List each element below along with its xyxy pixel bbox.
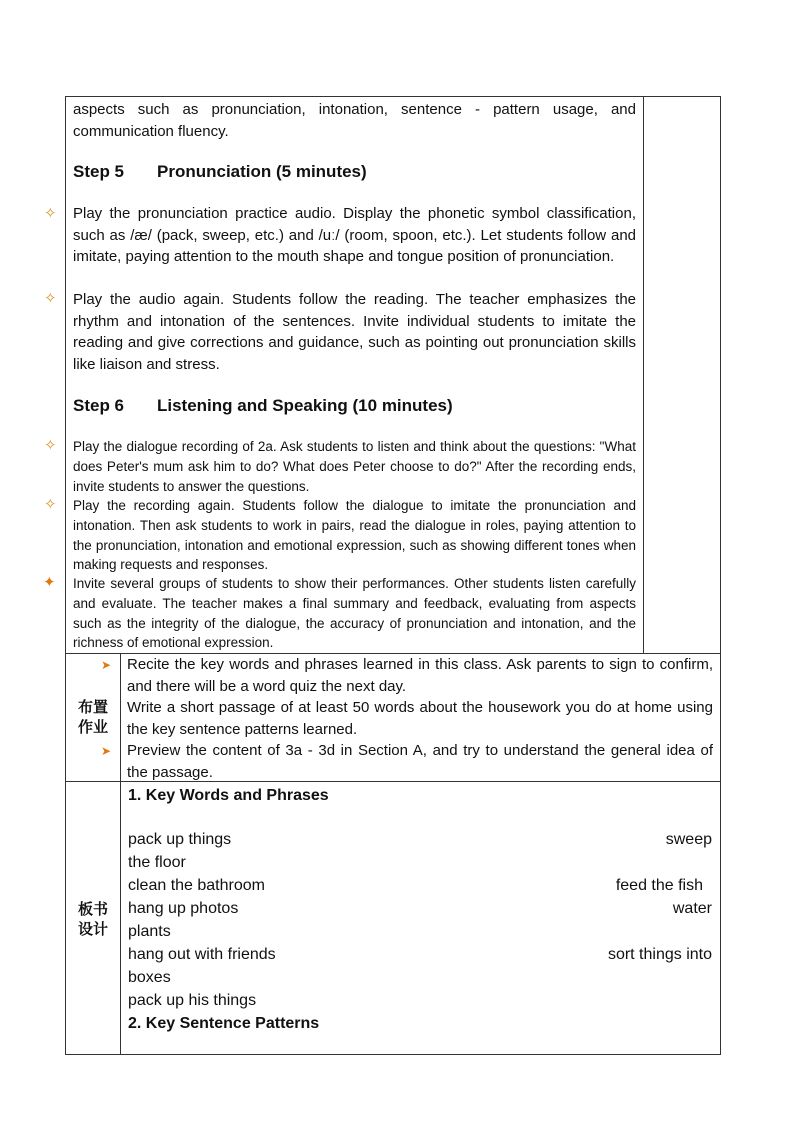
phrase-left: clean the bathroom (128, 877, 265, 894)
phrase-left: pack up things (128, 831, 232, 848)
board-label-line2: 设计 (77, 921, 108, 938)
homework-item-2: Write a short passage of at least 50 words about the housework you do at home using the key sentence patterns learned. (127, 699, 713, 738)
phrase-left: plants (128, 923, 171, 940)
table-right-border (720, 96, 721, 1055)
step-title: Pronunciation (5 minutes) (157, 162, 367, 181)
four-point-star-icon: ✧ (44, 290, 57, 307)
key-sentences-heading: 2. Key Sentence Patterns (128, 1015, 320, 1032)
four-point-star-icon: ✧ (44, 437, 57, 454)
key-words-heading: 1. Key Words and Phrases (128, 787, 329, 804)
right-arrowhead-icon: ➤ (101, 658, 112, 672)
step-number: Step 5 (73, 162, 125, 181)
table-left-border (65, 96, 66, 1055)
column-divider-label (120, 653, 121, 1055)
phrase-right: water (672, 900, 712, 917)
phrase-left: boxes (128, 969, 171, 986)
homework-label (69, 698, 117, 738)
column-divider-main (643, 96, 644, 653)
table-bottom-border (65, 1054, 721, 1055)
phrase-left: the floor (128, 854, 186, 871)
homework-label-line1: 布置 (77, 699, 108, 716)
step5-bullet-2: Play the audio again. Students follow the reading. The teacher emphasizes the rhythm and intonation of the sentences. Invite individual students to imitate the reading and give corrections and guidance, such as pointing out pronunciation skills like liaison and stress. (73, 291, 636, 373)
homework-label-line2: 作业 (77, 719, 108, 736)
four-point-star-icon: ✧ (44, 496, 57, 513)
step6-bullet-1: Play the dialogue recording of 2a. Ask students to listen and think about the questions: "What does Peter's mum ask him to do? What does Peter choose to do?" After the recording ends, invite students to answer the questions. (73, 439, 636, 494)
phrase-left: hang out with friends (128, 946, 276, 963)
step5-heading (73, 161, 367, 183)
phrase-left: hang up photos (128, 900, 239, 917)
phrase-right: sweep (665, 831, 712, 848)
step5-bullet-1: Play the pronunciation practice audio. Display the phonetic symbol classification, such as /æ/ (pack, sweep, etc.) and /uː/ (room, spoon, etc.). Let students follow and imitate, paying attention to the mouth shape and tongue position of pronunciation. (73, 205, 636, 265)
four-point-star-icon: ✧ (44, 205, 57, 222)
step6-bullet-2: Play the recording again. Students follow the dialogue to imitate the pronunciation and intonation. Then ask students to work in pairs, read the dialogue in roles, paying attention to the pronunciation, intonation and emotional expression, such as showing different tones when making requests and responses. (73, 498, 636, 573)
four-point-star-icon: ✦ (43, 574, 56, 591)
homework-item-3: Preview the content of 3a - 3d in Section A, and try to understand the general idea of the passage. (127, 742, 713, 781)
step6-heading (73, 395, 453, 417)
board-label-line1: 板书 (77, 901, 108, 918)
homework-item-1: Recite the key words and phrases learned in this class. Ask parents to sign to confirm, and there will be a word quiz the next day. (127, 656, 713, 695)
right-arrowhead-icon: ➤ (101, 744, 112, 758)
phrase-right: sort things into (607, 946, 712, 963)
phrase-right: feed the fish (615, 877, 703, 894)
step-number: Step 6 (73, 396, 125, 415)
board-label (69, 900, 117, 940)
continuation-paragraph: aspects such as pronunciation, intonation, sentence - pattern usage, and communication fluency. (73, 101, 636, 140)
table-top-border (65, 96, 721, 97)
step-title: Listening and Speaking (10 minutes) (157, 396, 453, 415)
step6-bullet-3: Invite several groups of students to show their performances. Other students listen carefully and evaluate. The teacher makes a final summary and feedback, evaluating from aspects such as the integrity of the dialogue, the accuracy of pronunciation and intonation, and the richness of emotional expression. (73, 576, 636, 651)
phrase-left: pack up his things (128, 992, 257, 1009)
